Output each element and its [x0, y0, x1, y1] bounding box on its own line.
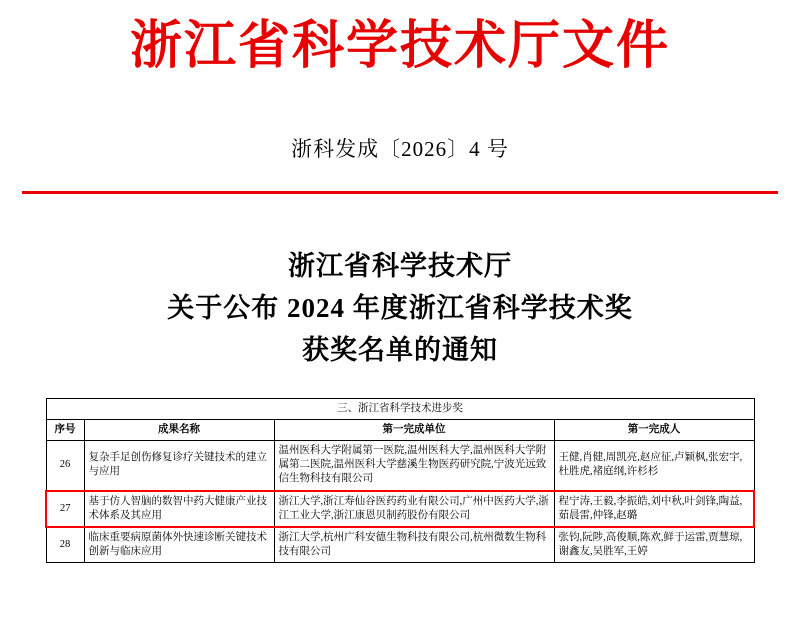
table-row [46, 441, 754, 491]
table-section-header: 三、浙江省科学技术进步奖 [46, 398, 754, 419]
notice-title-line-1: 浙江省科学技术厅 [288, 251, 512, 282]
row-person: 张钧,阮陟,高俊顺,陈欢,鲜于运雷,贾慧琼,谢鑫友,吴胜军,王婷 [554, 527, 754, 563]
red-divider [22, 191, 778, 194]
column-header-no: 序号 [46, 419, 84, 440]
row-person: 王健,肖健,周凯亮,赵应征,卢颖枫,张宏宇,杜胜虎,褚庭纲,许杉杉 [554, 441, 754, 491]
row-unit: 温州医科大学附属第一医院,温州医科大学,温州医科大学附属第二医院,温州医科大学慈溪生物医药研究院,宁波光远致信生物科技有限公司 [274, 441, 554, 491]
row-no: 26 [46, 441, 84, 491]
notice-title [0, 246, 800, 372]
row-person: 程宁涛,王毅,李振皓,刘中秋,叶剑锋,陶益,茹晨雷,仲锋,赵璐 [554, 491, 754, 527]
row-no: 28 [46, 527, 84, 563]
row-name: 复杂手足创伤修复诊疗关键技术的建立与应用 [84, 441, 274, 491]
document-number: 浙科发成〔2026〕4 号 [291, 137, 509, 162]
notice-title-line-3: 获奖名单的通知 [302, 334, 498, 365]
table-row-highlighted [46, 491, 754, 527]
row-no: 27 [46, 491, 84, 527]
row-unit: 浙江大学,杭州广科安德生物科技有限公司,杭州微数生物科技有限公司 [274, 527, 554, 563]
page-title: 浙江省科学技术厅文件 [129, 18, 670, 75]
row-name: 基于仿人智脑的数智中药大健康产业技术体系及其应用 [84, 491, 274, 527]
award-table [45, 398, 755, 564]
table-row [46, 527, 754, 563]
table-section-header-row [46, 398, 754, 419]
notice-title-line-2: 关于公布 2024 年度浙江省科学技术奖 [167, 293, 633, 324]
column-header-person: 第一完成人 [554, 419, 754, 440]
row-unit: 浙江大学,浙江寿仙谷医药药业有限公司,广州中医药大学,浙江工业大学,浙江康恩贝制药股份有限公司 [274, 491, 554, 527]
column-header-unit: 第一完成单位 [274, 419, 554, 440]
row-name: 临床重要病原菌体外快速诊断关键技术创新与临床应用 [84, 527, 274, 563]
column-header-name: 成果名称 [84, 419, 274, 440]
table-header-row [46, 419, 754, 440]
award-table-container [45, 398, 755, 564]
